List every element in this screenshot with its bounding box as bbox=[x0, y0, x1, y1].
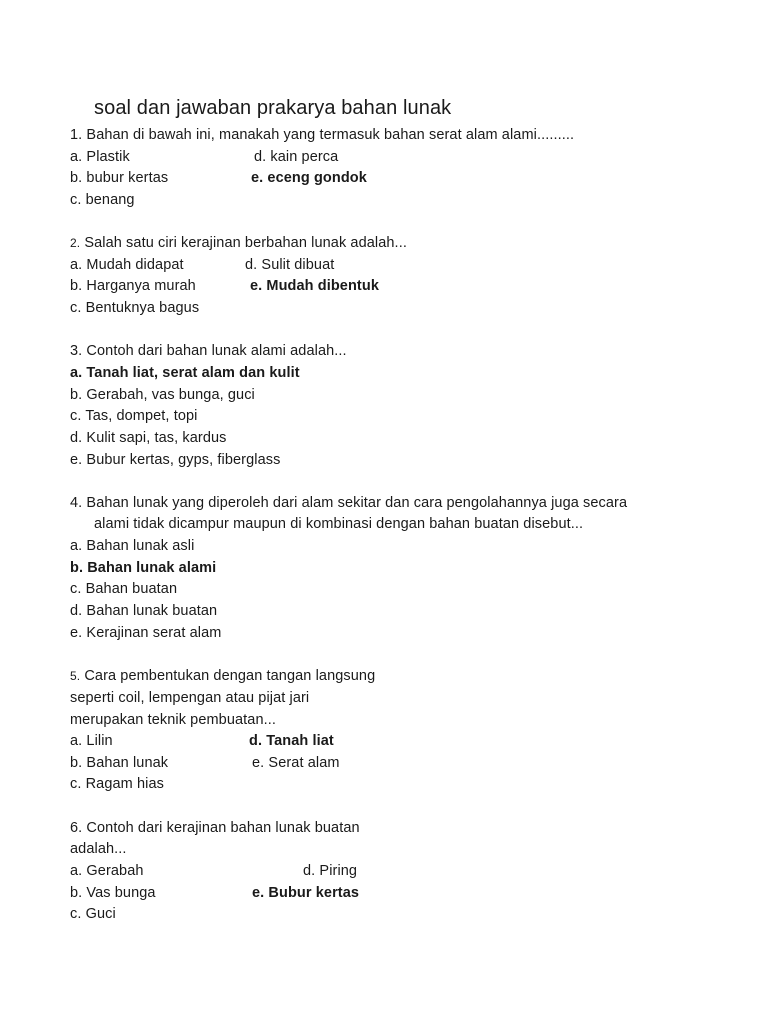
question-5-option-e: e. Serat alam bbox=[252, 755, 340, 771]
question-5-option-a: a. Lilin bbox=[70, 733, 113, 749]
question-1-option-e-answer: e. eceng gondok bbox=[251, 170, 367, 186]
question-4-option-c: c. Bahan buatan bbox=[70, 581, 178, 597]
question-4-option-d: d. Bahan lunak buatan bbox=[70, 603, 218, 619]
question-6-option-e-answer: e. Bubur kertas bbox=[252, 885, 360, 901]
question-6-option-b: b. Vas bunga bbox=[70, 885, 156, 901]
question-4-option-a: a. Bahan lunak asli bbox=[70, 538, 195, 554]
question-2-text bbox=[70, 234, 407, 252]
question-5-option-c: c. Ragam hias bbox=[70, 776, 164, 792]
question-2-option-c: c. Bentuknya bagus bbox=[70, 300, 200, 316]
question-4-option-e: e. Kerajinan serat alam bbox=[70, 625, 222, 641]
question-5-option-d-answer: d. Tanah liat bbox=[249, 733, 334, 749]
question-6-option-c: c. Guci bbox=[70, 906, 116, 922]
question-3-option-c: c. Tas, dompet, topi bbox=[70, 408, 198, 424]
question-6-text-line2: adalah... bbox=[70, 841, 127, 857]
question-1-option-a: a. Plastik bbox=[70, 149, 130, 165]
question-6-text: 6. Contoh dari kerajinan bahan lunak buatan bbox=[70, 820, 360, 836]
question-6-option-a: a. Gerabah bbox=[70, 863, 144, 879]
question-5-text bbox=[70, 667, 375, 685]
question-3-option-b: b. Gerabah, vas bunga, guci bbox=[70, 387, 255, 403]
question-6-option-d: d. Piring bbox=[303, 863, 358, 879]
question-3-option-d: d. Kulit sapi, tas, kardus bbox=[70, 430, 227, 446]
question-1-option-c: c. benang bbox=[70, 192, 135, 208]
question-5-option-b: b. Bahan lunak bbox=[70, 755, 169, 771]
question-5-text-line2: seperti coil, lempengan atau pijat jari bbox=[70, 690, 310, 706]
question-1-text: 1. Bahan di bawah ini, manakah yang termasuk bahan serat alam alami......... bbox=[70, 127, 575, 143]
question-2-option-b: b. Harganya murah bbox=[70, 278, 196, 294]
question-1-option-d: d. kain perca bbox=[254, 149, 339, 165]
question-4-option-b-answer: b. Bahan lunak alami bbox=[70, 560, 217, 576]
question-2-number: 2. bbox=[70, 236, 81, 250]
question-1-option-b: b. bubur kertas bbox=[70, 170, 169, 186]
document-title: soal dan jawaban prakarya bahan lunak bbox=[94, 97, 452, 119]
question-3-option-e: e. Bubur kertas, gyps, fiberglass bbox=[70, 452, 281, 468]
question-5-number: 5. bbox=[70, 669, 81, 683]
question-4-text-continued: alami tidak dicampur maupun di kombinasi dengan bahan buatan disebut... bbox=[94, 516, 584, 532]
question-4-text: 4. Bahan lunak yang diperoleh dari alam sekitar dan cara pengolahannya juga secara bbox=[70, 495, 628, 511]
question-3-option-a-answer: a. Tanah liat, serat alam dan kulit bbox=[70, 365, 300, 381]
question-5-body: Cara pembentukan dengan tangan langsung bbox=[80, 668, 376, 684]
question-2-option-a: a. Mudah didapat bbox=[70, 257, 184, 273]
question-5-text-line3: merupakan teknik pembuatan... bbox=[70, 712, 277, 728]
question-2-option-e-answer: e. Mudah dibentuk bbox=[250, 278, 379, 294]
question-2-body: Salah satu ciri kerajinan berbahan lunak adalah... bbox=[80, 235, 407, 251]
question-3-text: 3. Contoh dari bahan lunak alami adalah... bbox=[70, 343, 347, 359]
question-2-option-d: d. Sulit dibuat bbox=[245, 257, 335, 273]
